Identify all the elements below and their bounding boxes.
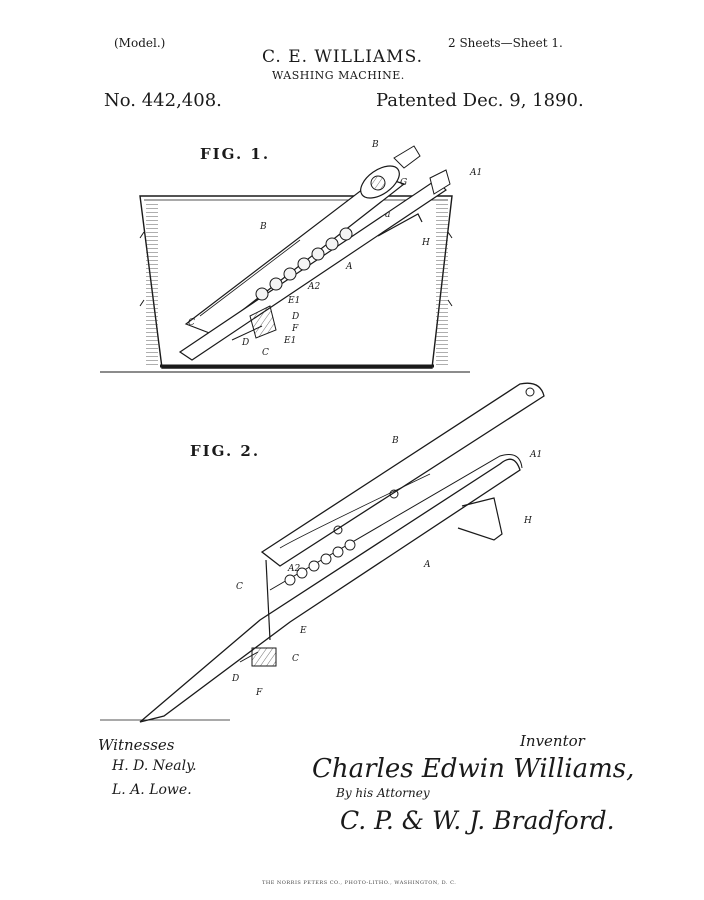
fig2-label-b: B	[392, 436, 399, 446]
fig1-label-c-left: C	[188, 318, 195, 328]
patent-number: No. 442,408.	[104, 90, 222, 111]
fig1-label-h: H	[422, 238, 430, 248]
fig1-title: FIG. 1.	[200, 145, 271, 163]
inventor-name: C. E. WILLIAMS.	[262, 47, 424, 67]
fig2-label-a2: A2	[288, 564, 301, 574]
figure-2	[140, 383, 544, 722]
fig1-label-a-board: A	[346, 262, 353, 272]
fig1-label-f: F	[292, 324, 299, 334]
fig2-label-h: H	[524, 516, 532, 526]
sheet-count: 2 Sheets—Sheet 1.	[448, 36, 563, 50]
fig2-label-d: D	[232, 674, 240, 684]
fig1-label-a2: A2	[308, 282, 321, 292]
model-note: (Model.)	[114, 36, 166, 50]
fig1-label-b-top: B	[372, 140, 379, 150]
by-attorney-label: By his Attorney	[336, 786, 430, 800]
fig1-label-c: C	[262, 348, 269, 358]
witness-1-signature: H. D. Nealy.	[112, 758, 197, 774]
fig2-label-c-lower: C	[292, 654, 299, 664]
fig2-label-f: F	[256, 688, 263, 698]
fig1-label-d: D	[292, 312, 300, 322]
fig2-label-c: C	[236, 582, 243, 592]
printer-credit: THE NORRIS PETERS CO., PHOTO-LITHO., WASHINGTON, D. C.	[262, 880, 457, 886]
fig1-label-b: B	[260, 222, 267, 232]
fig1-label-a: a	[385, 210, 391, 220]
witnesses-label: Witnesses	[98, 736, 175, 754]
witness-2-signature: L. A. Lowe.	[112, 782, 192, 798]
fig2-label-a1: A1	[530, 450, 543, 460]
fig1-label-g: G	[400, 178, 408, 188]
fig1-label-e1-lower: E1	[284, 336, 297, 346]
fig1-label-d-lower: D	[242, 338, 250, 348]
invention-title: WASHING MACHINE.	[272, 69, 405, 82]
fig1-label-e1: E1	[288, 296, 301, 306]
attorney-signature: C. P. & W. J. Bradford.	[340, 806, 615, 835]
patent-date: Patented Dec. 9, 1890.	[376, 90, 584, 111]
fig2-label-e: E	[300, 626, 307, 636]
fig1-label-a1: A1	[470, 168, 483, 178]
inventor-signature: Charles Edwin Williams,	[312, 754, 635, 784]
inventor-label: Inventor	[520, 732, 585, 750]
fig2-title: FIG. 2.	[190, 442, 261, 460]
fig2-label-a: A	[424, 560, 431, 570]
